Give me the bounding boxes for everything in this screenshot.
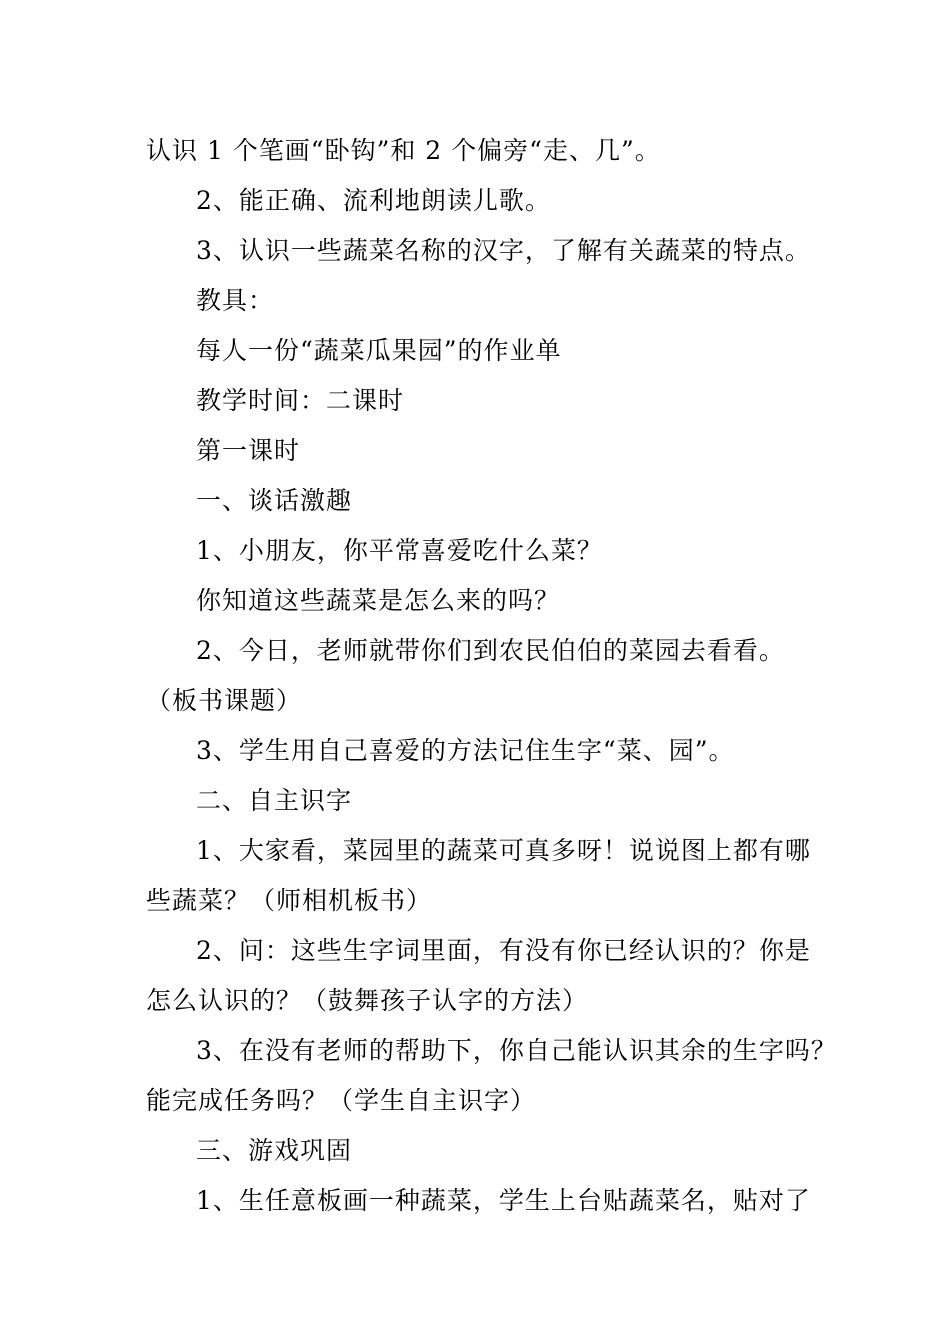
text-line: 2、今日，老师就带你们到农民伯伯的菜园去看看。 — [196, 636, 785, 665]
text-line: 1、生任意板画一种蔬菜，学生上台贴蔬菜名，贴对了 — [196, 1186, 811, 1215]
text-line: 一、谈话激趣 — [196, 486, 353, 515]
text-line: 2、问：这些生字词里面，有没有你已经认识的？你是 — [196, 936, 811, 965]
text-line: 3、认识一些蔬菜名称的汉字，了解有关蔬菜的特点。 — [196, 236, 811, 265]
text-line: 认识 1 个笔画“卧钩”和 2 个偏旁“走、几”。 — [146, 136, 661, 165]
text-line: 三、游戏巩固 — [196, 1136, 353, 1165]
text-line: 你知道这些蔬菜是怎么来的吗？ — [196, 586, 561, 615]
text-line: 3、学生用自己喜爱的方法记住生字“菜、园”。 — [196, 736, 735, 765]
text-line: 1、小朋友，你平常喜爱吃什么菜？ — [196, 536, 603, 565]
text-line: 教学时间：二课时 — [196, 386, 405, 415]
text-line: 1、大家看，菜园里的蔬菜可真多呀！说说图上都有哪 — [196, 836, 811, 865]
text-line: 2、能正确、流利地朗读儿歌。 — [196, 186, 551, 215]
text-line: 能完成任务吗？（学生自主识字） — [146, 1086, 537, 1115]
text-line: 每人一份“蔬菜瓜果园”的作业单 — [196, 336, 562, 365]
text-line: 二、自主识字 — [196, 786, 353, 815]
text-line: 些蔬菜？（师相机板书） — [146, 886, 433, 915]
text-line: 3、在没有老师的帮助下，你自己能认识其余的生字吗？ — [196, 1036, 837, 1065]
text-line: 教具： — [196, 286, 275, 315]
text-line: （板书课题） — [146, 686, 303, 715]
text-line: 第一课时 — [196, 436, 301, 465]
text-line: 怎么认识的？（鼓舞孩子认字的方法） — [146, 986, 589, 1015]
